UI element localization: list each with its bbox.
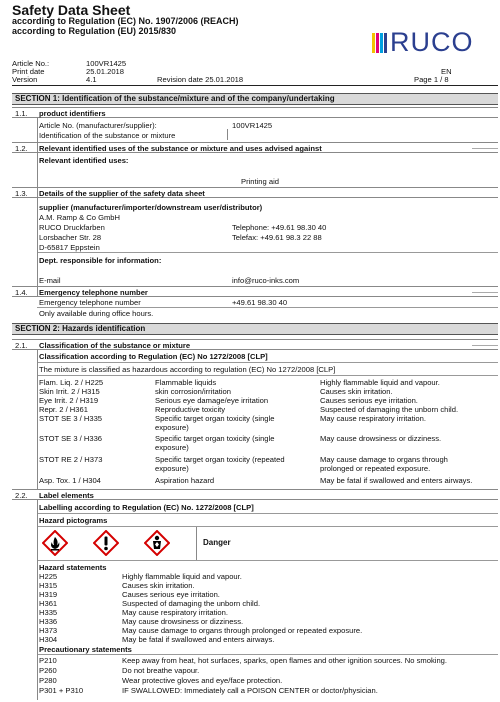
pictogram-divider — [196, 527, 197, 560]
revision-date: Revision date 25.01.2018 — [157, 75, 244, 84]
hazard-category-cont: exposure) — [155, 443, 189, 452]
table-divider — [227, 129, 228, 140]
logo-text: RUCO — [390, 27, 474, 57]
supplier-telephone: Telephone: +49.61 98.30 40 — [232, 223, 327, 232]
hazard-category: skin corrosion/irritation — [155, 387, 231, 396]
regulation-line-1: according to Regulation (EC) No. 1907/2006 (REACH) — [12, 16, 239, 26]
hazard-description: Highly flammable liquid and vapour. — [320, 378, 440, 387]
subsection-2-2 — [12, 489, 498, 500]
supplier-telefax: Telefax: +49.61 98.3 22 88 — [232, 233, 322, 242]
h-code: H336 — [39, 617, 58, 626]
h-code: H373 — [39, 626, 58, 635]
hazard-category-cont: exposure) — [155, 464, 189, 473]
health-hazard-icon — [144, 530, 170, 556]
revision-marker — [472, 148, 498, 149]
subsection-1-4 — [12, 286, 498, 297]
h-text: May cause drowsiness or dizziness. — [122, 617, 244, 626]
h-text: Causes skin irritation. — [122, 581, 195, 590]
hazard-category: Serious eye damage/eye irritation — [155, 396, 269, 405]
h-text: May cause damage to organs through prolonged or repeated exposure. — [122, 626, 363, 635]
margin-rule — [37, 500, 38, 700]
article-no-manufacturer-value: 100VR1425 — [232, 121, 273, 130]
header-divider — [12, 85, 498, 86]
hazard-description-cont: prolonged or repeated exposure. — [320, 464, 431, 473]
article-no-label: Article No.: — [12, 59, 50, 68]
subsection-1-3 — [12, 187, 498, 198]
hazard-category: Aspiration hazard — [155, 476, 215, 485]
h-text: May cause respiratory irritation. — [122, 608, 228, 617]
print-date-value: 25.01.2018 — [86, 67, 125, 76]
hazard-class-code: STOT SE 3 / H335 — [39, 414, 103, 423]
h-text: Causes serious eye irritation. — [122, 590, 220, 599]
subsection-title: product identifiers — [39, 109, 106, 118]
h-code: H304 — [39, 635, 58, 644]
subsection-2-1 — [12, 339, 498, 350]
hazard-description: Causes serious eye irritation. — [320, 396, 418, 405]
hazard-category: Reproductive toxicity — [155, 405, 226, 414]
hazard-description: Suspected of damaging the unborn child. — [320, 405, 459, 414]
regulation-line-2: according to Regulation (EU) 2015/830 — [12, 26, 177, 36]
hazard-pictograms-label: Hazard pictograms — [39, 516, 108, 525]
subsection-number: 1.3. — [15, 189, 28, 198]
hazard-category-cont: exposure) — [155, 423, 189, 432]
p-text: IF SWALLOWED: Immediately call a POISON CENTER or doctor/physician. — [122, 686, 378, 695]
clp-classification-label: Classification according to Regulation (EC) No 1272/2008 [CLP] — [39, 352, 268, 361]
h-code: H335 — [39, 608, 58, 617]
hazard-class-code: STOT SE 3 / H336 — [39, 434, 103, 443]
row-divider — [37, 375, 498, 376]
supplier-label: supplier (manufacturer/importer/downstream user/distributor) — [39, 203, 263, 212]
subsection-title: Classification of the substance or mixture — [39, 341, 191, 350]
hazard-description: Causes skin irritation. — [320, 387, 393, 396]
hazard-category: Specific target organ toxicity (repeated — [155, 455, 285, 464]
h-text: May be fatal if swallowed and enters airways. — [122, 635, 275, 644]
hazard-category: Flammable liquids — [155, 378, 217, 387]
h-code: H361 — [39, 599, 58, 608]
language-code: EN — [441, 67, 452, 76]
subsection-title: Details of the supplier of the safety data sheet — [39, 189, 205, 198]
hazard-statements-label: Hazard statements — [39, 563, 107, 572]
office-hours-note: Only available during office hours. — [39, 309, 154, 318]
page-number: Page 1 / 8 — [414, 75, 449, 84]
section-2-header: SECTION 2: Hazards identification — [12, 323, 498, 335]
subsection-number: 2.2. — [15, 491, 28, 500]
subsection-title: Label elements — [39, 491, 94, 500]
article-no-value: 100VR1425 — [86, 59, 127, 68]
row-divider — [37, 526, 498, 527]
margin-rule — [37, 350, 38, 490]
p-text: Do not breathe vapour. — [122, 666, 200, 675]
signal-word: Danger — [203, 538, 231, 547]
hazard-class-code: Repr. 2 / H361 — [39, 405, 88, 414]
hazard-class-code: Flam. Liq. 2 / H225 — [39, 378, 104, 387]
h-code: H315 — [39, 581, 58, 590]
address-line: D-65817 Eppstein — [39, 243, 100, 252]
h-code: H319 — [39, 590, 58, 599]
hazard-description: May cause drowsiness or dizziness. — [320, 434, 442, 443]
flame-icon — [42, 530, 68, 556]
print-date-label: Print date — [12, 67, 45, 76]
relevant-uses-label: Relevant identified uses: — [39, 156, 129, 165]
row-divider — [37, 307, 498, 308]
p-code: P301 + P310 — [39, 686, 84, 695]
relevant-use-value: Printing aid — [241, 177, 279, 186]
version-label: Version — [12, 75, 38, 84]
h-code: H225 — [39, 572, 58, 581]
hazard-class-code: STOT RE 2 / H373 — [39, 455, 103, 464]
hazard-description: May be fatal if swallowed and enters airways. — [320, 476, 473, 485]
revision-marker — [472, 292, 498, 293]
labelling-regulation: Labelling according to Regulation (EC) No. 1272/2008 [CLP] — [39, 503, 254, 512]
identification-label: Identification of the substance or mixture — [39, 131, 176, 140]
p-text: Keep away from heat, hot surfaces, sparks, open flames and other ignition sources. No smoking. — [122, 656, 448, 665]
hazard-class-code: Eye Irrit. 2 / H319 — [39, 396, 99, 405]
address-line: A.M. Ramp & Co GmbH — [39, 213, 121, 222]
precautionary-statements-label: Precautionary statements — [39, 645, 132, 654]
document-title: Safety Data Sheet — [12, 2, 131, 18]
row-divider — [37, 654, 498, 655]
row-divider — [37, 362, 498, 363]
address-line: RUCO Druckfarben — [39, 223, 105, 232]
row-divider — [37, 560, 498, 561]
subsection-number: 1.2. — [15, 144, 28, 153]
classification-statement: The mixture is classified as hazardous according to regulation (EC) No 1272/2008 [CLP] — [39, 365, 336, 374]
h-text: Suspected of damaging the unborn child. — [122, 599, 261, 608]
subsection-1-2 — [12, 142, 498, 153]
logo-color-bars — [372, 33, 388, 53]
p-code: P210 — [39, 656, 57, 665]
section-1-header: SECTION 1: Identification of the substance/mixture and of the company/undertaking — [12, 93, 498, 105]
hazard-description: May cause damage to organs through — [320, 455, 448, 464]
row-divider — [37, 252, 498, 253]
margin-rule — [37, 118, 38, 296]
version-value: 4.1 — [86, 75, 97, 84]
emergency-phone-value: +49.61 98.30 40 — [232, 298, 288, 307]
subsection-number: 1.1. — [15, 109, 28, 118]
exclamation-icon — [93, 530, 119, 556]
hazard-category: Specific target organ toxicity (single — [155, 414, 275, 423]
row-divider — [37, 513, 498, 514]
subsection-title: Relevant identified uses of the substance or mixture and uses advised against — [39, 144, 322, 153]
p-code: P260 — [39, 666, 57, 675]
hazard-class-code: Asp. Tox. 1 / H304 — [39, 476, 101, 485]
subsection-number: 2.1. — [15, 341, 28, 350]
email-label: E-mail — [39, 276, 61, 285]
subsection-number: 1.4. — [15, 288, 28, 297]
address-line: Lorsbacher Str. 28 — [39, 233, 102, 242]
dept-responsible-label: Dept. responsible for information: — [39, 256, 162, 265]
revision-marker — [472, 345, 498, 346]
h-text: Highly flammable liquid and vapour. — [122, 572, 242, 581]
p-code: P280 — [39, 676, 57, 685]
hazard-class-code: Skin Irrit. 2 / H315 — [39, 387, 100, 396]
subsection-1-1 — [12, 107, 498, 118]
hazard-description: May cause respiratory irritation. — [320, 414, 426, 423]
email-value[interactable]: info@ruco-inks.com — [232, 276, 300, 285]
article-no-manufacturer-label: Article No. (manufacturer/supplier): — [39, 121, 157, 130]
emergency-phone-label: Emergency telephone number — [39, 298, 141, 307]
hazard-category: Specific target organ toxicity (single — [155, 434, 275, 443]
subsection-title: Emergency telephone number — [39, 288, 148, 297]
ruco-logo — [372, 27, 495, 57]
p-text: Wear protective gloves and eye/face protection. — [122, 676, 283, 685]
